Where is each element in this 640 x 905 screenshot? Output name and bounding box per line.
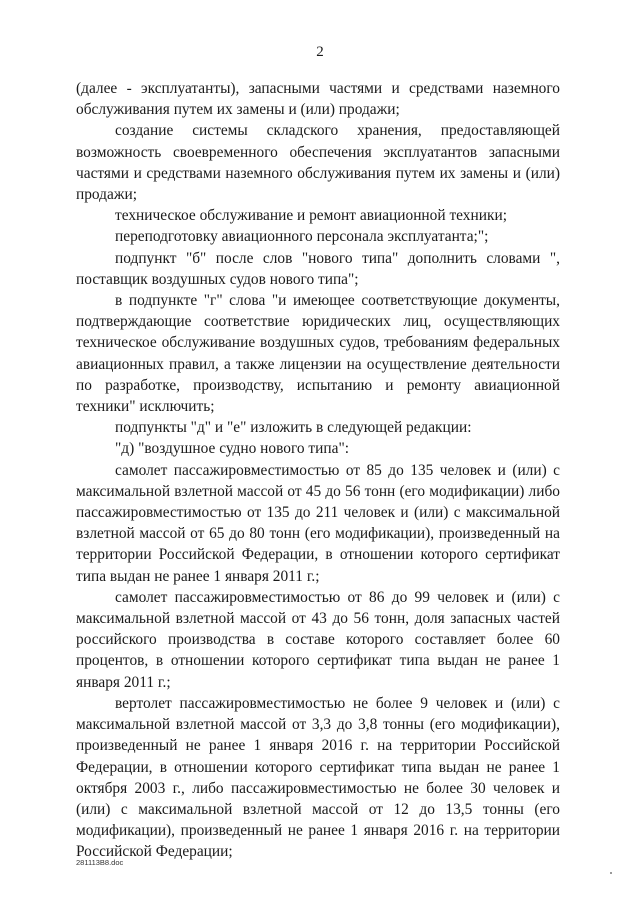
paragraph: подпункты "д" и "е" изложить в следующей редакции:: [115, 419, 472, 437]
paragraph: (далее - эксплуатанты), запасными частями и средствами наземного обслуживания путем их замены и (или) продажи;: [76, 80, 560, 119]
paragraph: техническое обслуживание и ремонт авиационной техники;: [115, 207, 507, 225]
paragraph: самолет пассажировместимостью от 85 до 135 человек и (или) с максимальной взлетной массой от 45 до 56 тонн (его модификации) либо пассажировместимостью от 135 до 211 человек и (или) с максимальной взлетной массой от 65 до 80 тонн (его модификации), произведенный на территории Российской Федерации, в отношении которого сертификат типа выдан не ранее 1 января 2011 г.;: [76, 461, 560, 585]
paragraph: самолет пассажировместимостью от 86 до 99 человек и (или) с максимальной взлетной массой от 43 до 56 тонн, доля запасных частей российского производства в составе которого составляет более 60 процентов, в отношении которого сертификат типа выдан не ранее 1 января 2011 г.;: [76, 588, 560, 691]
paragraph: подпункт "б" после слов "нового типа" дополнить словами ", поставщик воздушных судов нового типа";: [76, 249, 560, 288]
page-number: 2: [316, 44, 324, 60]
paragraph: вертолет пассажировместимостью не более 9 человек и (или) с максимальной взлетной массой от 3,3 до 3,8 тонны (его модификации), произведенный не ранее 1 января 2016 г. на территории Российской Федерации, в отношении которого сертификат типа выдан не ранее 1 октября 2003 г., либо пассажировместимостью не более 30 человек и (или) с максимальной взлетной массой от 12 до 13,5 тонны (его модификации), произведенный не ранее 1 января 2016 г. на территории Российской Федерации;: [76, 694, 560, 861]
footer-file-code: 281113В8.doc: [76, 858, 124, 867]
document-body: [76, 78, 560, 863]
paragraph: в подпункте "г" слова "и имеющее соответствующие документы, подтверждающие соответствие юридических лиц, осуществляющих техническое обслуживание воздушных судов, требованиям федеральных авиационных правил, а также лицензии на осуществление деятельности по разработке, производству, испытанию и ремонту авиационной техники" исключить;: [76, 292, 560, 416]
paragraph: переподготовку авиационного персонала эксплуатанта;";: [115, 228, 489, 246]
corner-mark: [610, 872, 612, 874]
paragraph: создание системы складского хранения, предоставляющей возможность своевременного обеспечения эксплуатантов запасными частями и средствами наземного обслуживания путем их замены и (или) продажи;: [76, 122, 560, 204]
paragraph: "д) "воздушное судно нового типа":: [115, 440, 350, 458]
